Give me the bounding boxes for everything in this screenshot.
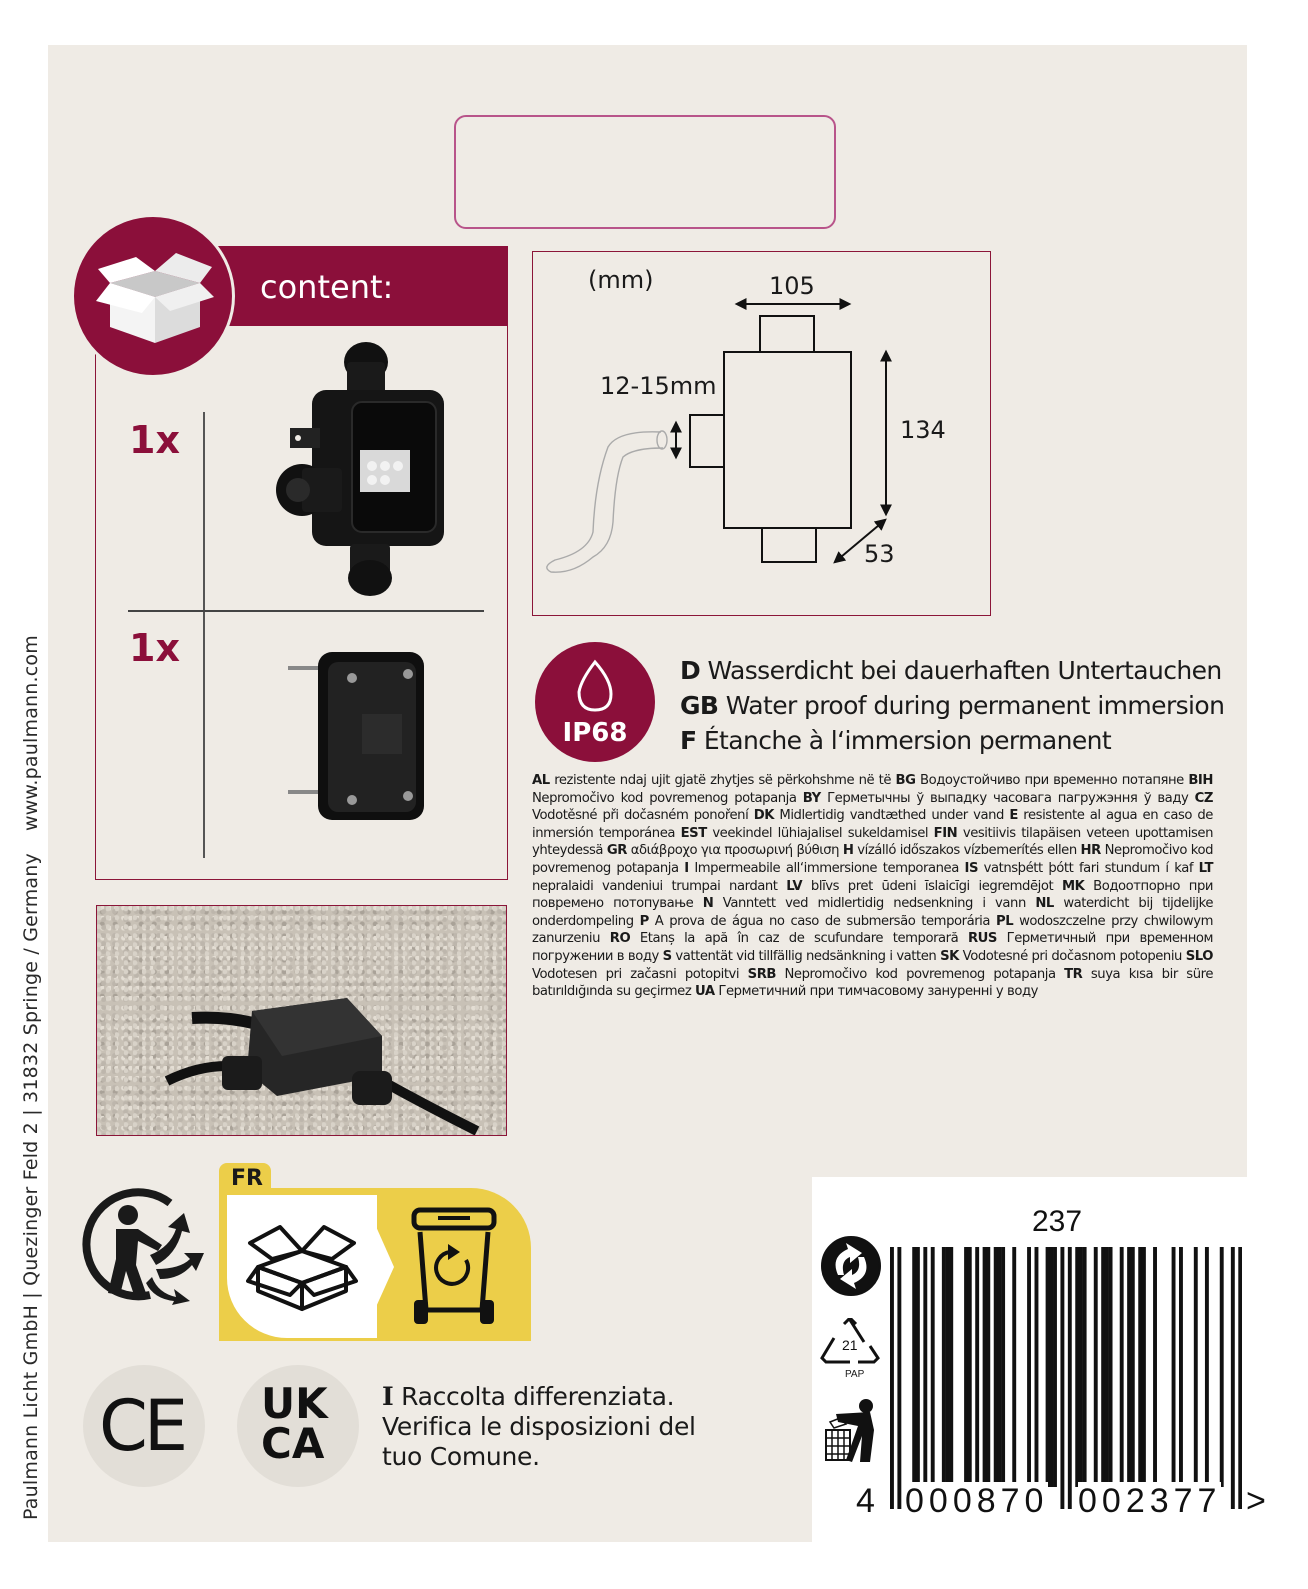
manufacturer-address: Paulmann Licht GmbH | Quezinger Feld 2 | 31832 Springe / Germany [20, 853, 42, 1520]
translation-text: αδιάβροχο για προσωρινή βύθιση [626, 843, 843, 859]
raccolta-line-1: Raccolta differenziata. [401, 1382, 675, 1411]
translation-text: vatnsþétt þótt fari stundum í kaf [978, 860, 1199, 876]
translation-text: Vodotesné pri dočasnom potopeniu [958, 948, 1186, 964]
lang-code: BIH [1188, 773, 1213, 788]
raccolta-line-2: Verifica le disposizioni del [382, 1412, 696, 1441]
translation-text: rezistente ndaj ujit gjatë zhytjes së përkohshme në të [549, 773, 896, 788]
lang-code: E [1009, 808, 1018, 824]
multilanguage-waterproof-text [532, 772, 1213, 1001]
translation-text: Nepromočivo kod povremenog potapanja [776, 966, 1065, 982]
translation-text: Водоустойчиво при временно потапяне [915, 773, 1189, 788]
lang-code: GR [606, 843, 627, 859]
lang-code: F [680, 726, 697, 755]
translation-text: waterdicht bij tijdelijke onderdompeling [532, 896, 1213, 929]
dimension-height: 134 [900, 416, 946, 444]
ip68-label: IP68 [562, 718, 628, 748]
translation-text: Nepromočivo kod povremenog potapanja [532, 790, 803, 806]
translation-text: resistente al agua en caso de inmersión temporánea [532, 808, 1213, 841]
pap-code: 21 [842, 1337, 858, 1353]
pap-label: PAP [845, 1369, 865, 1380]
dimension-depth: 53 [864, 540, 895, 568]
dimension-cable-diameter: 12-15mm [600, 372, 717, 400]
translation-text: Impermeabile all‘immersione temporanea [688, 860, 965, 876]
translation-text: vízálló időszakos vízbemerítés ellen [853, 843, 1081, 859]
translation-text: Vodotesen pri začasni potopitvi [532, 966, 748, 982]
ce-mark-circle [83, 1365, 205, 1487]
translation-text: blīvs pret ūdeni īslaicīgi iegremdējot [802, 878, 1062, 894]
translation-text: wodoszczelne przy chwilowym zanurzeniu [532, 913, 1213, 947]
ce-mark: CE [99, 1385, 185, 1467]
lang-code: NL [1035, 896, 1054, 912]
content-heading: content: [260, 268, 394, 306]
lang-code: PL [995, 913, 1014, 929]
triman-recycling-icon [80, 1185, 204, 1305]
lang-code: P [639, 913, 649, 929]
translation-text: Vanntett ved midlertidig nedsenkning i vann [713, 896, 1036, 912]
manufacturer-website[interactable]: www.paulmann.com [20, 635, 42, 832]
fr-country-tab [219, 1163, 271, 1197]
translation-text: vattentät vid tillfällig nedsänkning i vatten [671, 948, 941, 964]
translation-text: Midlertidig vandtæthed under vand [773, 808, 1010, 824]
translation-text: A prova de água no caso de submersão temporária [648, 913, 996, 929]
green-dot-icon [820, 1235, 882, 1297]
label-placeholder-box [454, 115, 836, 229]
translation-text: nepralaidi vandeniui trumpai nardant [532, 878, 787, 894]
ukca-mark-top: UK [261, 1379, 328, 1428]
ip-text: Wasserdicht bei dauerhaften Untertauchen [707, 656, 1222, 685]
lang-code: RUS [967, 931, 997, 947]
translation-text: Nepromočivo kod povremenog potapanja [532, 843, 1213, 876]
junction-box-lid-image [288, 650, 428, 822]
fr-arrow-shape [362, 1195, 394, 1338]
barcode-left-group: 000870 [905, 1482, 1049, 1520]
ean-barcode [890, 1247, 1242, 1509]
content-divider-vertical [203, 412, 205, 858]
fr-label: FR [231, 1166, 263, 1191]
water-drop-icon [573, 658, 617, 714]
lang-code: S [662, 948, 672, 964]
lang-code: UA [695, 984, 715, 1000]
translation-text: Герметичний при тимчасовому зануренні у воду [714, 984, 1038, 1000]
dimension-unit-label: (mm) [588, 266, 654, 294]
lang-code: SLO [1185, 948, 1213, 964]
translation-text: veekindel lühiajalisel sukeldamisel [706, 825, 934, 841]
junction-box-open-image [272, 340, 450, 596]
lang-code: SK [940, 948, 959, 964]
lang-code: GB [680, 691, 719, 720]
lang-code: I [382, 1382, 394, 1411]
lang-code: LV [786, 878, 803, 894]
lang-code: IS [964, 860, 978, 876]
lang-code: AL [532, 773, 550, 788]
ip-line-de [680, 656, 1222, 685]
lang-code: HR [1080, 843, 1101, 859]
ukca-mark-circle [237, 1365, 359, 1487]
ip-line-fr [680, 726, 1111, 755]
translation-text: suya kısa bir süre batırıldığında su geçirmez [532, 966, 1213, 1000]
lang-code: SRB [747, 966, 776, 982]
pap-recycling-triangle-icon [820, 1318, 880, 1368]
lang-code: H [842, 843, 854, 859]
content-circle [71, 214, 235, 378]
translation-text: Герметычны ў выпадку часовага пагружэння ў ваду [820, 790, 1195, 806]
ukca-mark-bottom: CA [261, 1419, 325, 1468]
lang-code: MK [1061, 878, 1085, 894]
item-1-quantity: 1x [129, 418, 180, 462]
manufacturer-address-strip [20, 635, 42, 1520]
cardboard-box-icon [246, 1221, 358, 1313]
lang-code: D [680, 656, 701, 685]
lang-code: EST [680, 825, 707, 841]
translation-text: Vodotěsné při dočasném ponoření [532, 808, 754, 824]
lang-code: FIN [933, 825, 958, 841]
lang-code: BG [895, 773, 916, 788]
translation-text: Etanș la apă în caz de scufundare temporară [630, 931, 968, 947]
ip68-badge [535, 642, 655, 762]
ip-text: Water proof during permanent immersion [725, 691, 1225, 720]
lang-code: RO [609, 931, 631, 947]
italy-recycling-note [382, 1382, 696, 1472]
raccolta-line-3: tuo Comune. [382, 1442, 540, 1471]
dimension-drawing [532, 251, 991, 616]
dimension-width: 105 [769, 272, 815, 300]
barcode-quiet-zone-marker: > [1246, 1482, 1266, 1520]
ip-line-gb [680, 691, 1224, 720]
translation-text: Герметичный при временном погружении в воду [532, 931, 1213, 964]
ip-text: Étanche à l‘immersion permanent [703, 726, 1112, 755]
item-2-quantity: 1x [129, 626, 180, 670]
barcode-right-group: 002377 [1078, 1482, 1222, 1520]
recycling-bin-icon [410, 1204, 498, 1326]
junction-box-in-gravel-image [97, 906, 507, 1136]
lang-code: I [684, 860, 689, 876]
content-divider-horizontal [128, 610, 484, 612]
product-in-gravel-photo [96, 905, 507, 1136]
open-box-icon [96, 247, 214, 345]
lang-code: TR [1064, 966, 1083, 982]
lang-code: N [702, 896, 714, 912]
translation-text: Водоотпорно при повремено потопување [532, 878, 1214, 912]
lang-code: LT [1198, 860, 1213, 876]
tidyman-litter-icon [824, 1398, 880, 1464]
barcode-first-digit: 4 [856, 1482, 880, 1520]
translation-text: vesitiivis tilapäisen veteen upottamisen yhteydessä [532, 825, 1213, 859]
lang-code: DK [753, 808, 774, 824]
barcode-top-code: 237 [1032, 1205, 1083, 1238]
lang-code: BY [802, 790, 821, 806]
lang-code: CZ [1194, 790, 1213, 806]
